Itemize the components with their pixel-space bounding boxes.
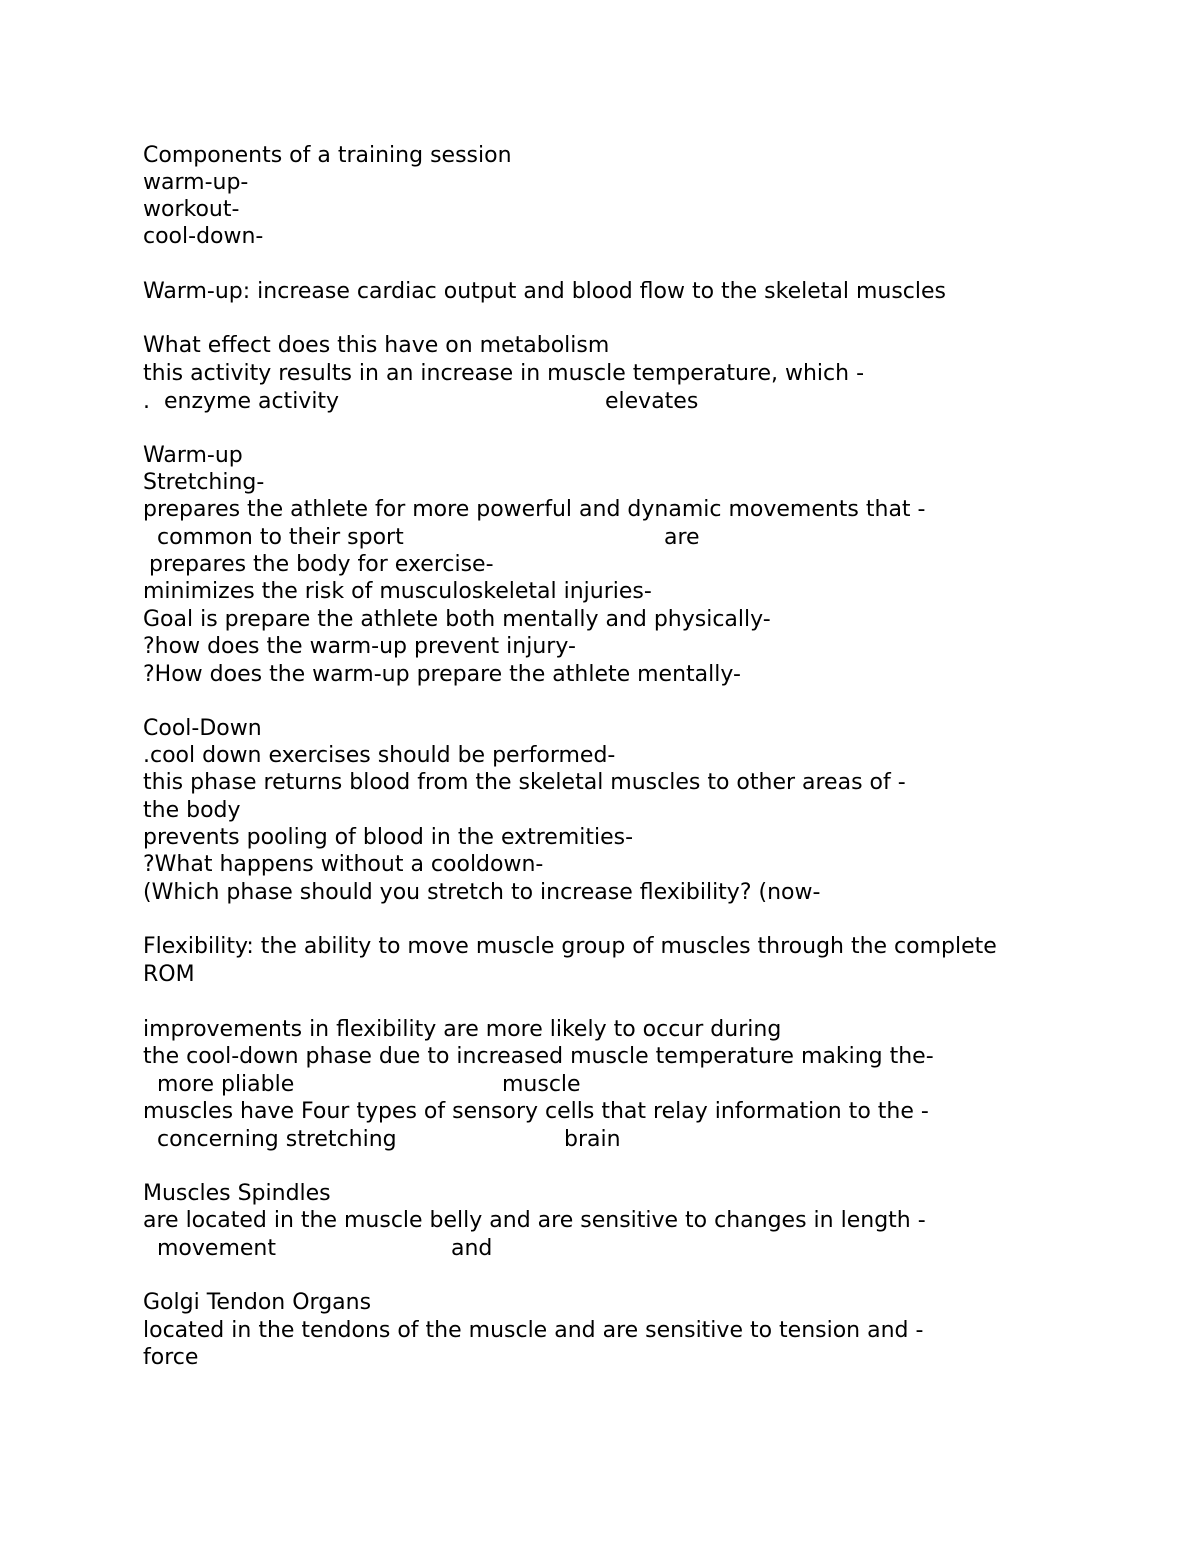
text-line: force	[143, 1345, 199, 1370]
text-segment: . enzyme activity	[143, 389, 340, 414]
text-line: Warm-up: increase cardiac output and blood flow to the skeletal muscles	[143, 279, 946, 304]
text-segment: and	[451, 1236, 493, 1261]
text-line	[143, 1126, 943, 1154]
text-line: this activity results in an increase in muscle temperature, which -	[143, 361, 865, 386]
section-heading: Muscles Spindles	[143, 1181, 331, 1206]
section-heading: Warm-up	[143, 443, 243, 468]
text-line: Flexibility: the ability to move muscle group of muscles through the complete	[143, 934, 997, 959]
text-line: .cool down exercises should be performed-	[143, 743, 616, 768]
text-line	[143, 1071, 943, 1099]
text-line: located in the tendons of the muscle and are sensitive to tension and -	[143, 1318, 924, 1343]
text-segment: more pliable	[157, 1072, 295, 1097]
text-line: improvements in flexibility are more likely to occur during	[143, 1017, 782, 1042]
section-heading: Cool-Down	[143, 716, 262, 741]
text-line	[143, 388, 943, 416]
text-line	[143, 1235, 943, 1263]
text-line: warm-up-	[143, 170, 249, 195]
text-segment: elevates	[605, 389, 699, 414]
text-line: prepares the body for exercise-	[149, 552, 494, 577]
text-segment: movement	[157, 1236, 276, 1261]
text-line: this phase returns blood from the skeletal muscles to other areas of -	[143, 770, 906, 795]
text-segment: are	[664, 525, 700, 550]
text-line: What effect does this have on metabolism	[143, 333, 610, 358]
text-segment: concerning stretching	[157, 1127, 397, 1152]
text-line: ?How does the warm-up prepare the athlete mentally-	[143, 662, 741, 687]
text-segment: muscle	[502, 1072, 581, 1097]
text-line: muscles have Four types of sensory cells that relay information to the -	[143, 1099, 929, 1124]
text-line: minimizes the risk of musculoskeletal injuries-	[143, 579, 652, 604]
text-line: prepares the athlete for more powerful and dynamic movements that -	[143, 497, 926, 522]
text-line: workout-	[143, 197, 240, 222]
text-line	[143, 524, 943, 552]
text-line: the body	[143, 798, 241, 823]
text-segment: brain	[564, 1127, 621, 1152]
text-line: (Which phase should you stretch to increase flexibility? (now-	[143, 880, 821, 905]
text-line: ROM	[143, 962, 195, 987]
text-line: ?What happens without a cooldown-	[143, 852, 544, 877]
text-line: are located in the muscle belly and are sensitive to changes in length -	[143, 1208, 926, 1233]
text-segment: common to their sport	[157, 525, 404, 550]
text-line: cool-down-	[143, 224, 264, 249]
text-line: the cool-down phase due to increased muscle temperature making the-	[143, 1044, 934, 1069]
section-heading: Golgi Tendon Organs	[143, 1290, 372, 1315]
text-line: Stretching-	[143, 470, 265, 495]
text-line: Goal is prepare the athlete both mentally and physically-	[143, 607, 771, 632]
text-line: prevents pooling of blood in the extremities-	[143, 825, 634, 850]
text-line: ?how does the warm-up prevent injury-	[143, 634, 576, 659]
text-line: Components of a training session	[143, 143, 512, 168]
